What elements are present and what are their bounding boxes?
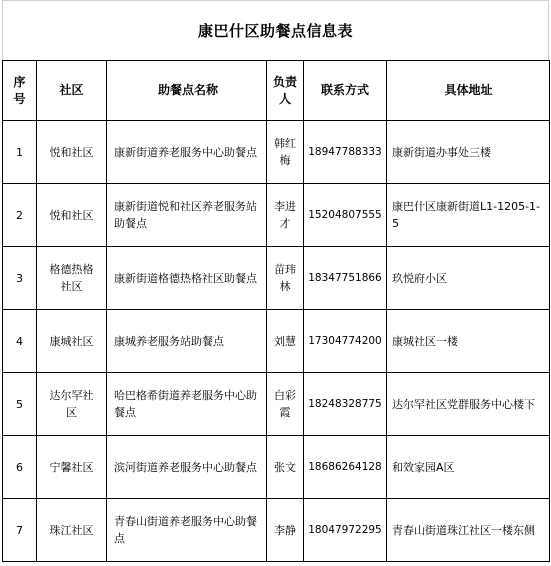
row-leader xyxy=(267,436,304,499)
header-cell-phone: 联系方式 xyxy=(304,61,387,121)
row-phone: 18947788333 xyxy=(304,121,387,184)
row-leader-text: 白彩霞 xyxy=(274,389,296,419)
row-community-text: 格德热格社区 xyxy=(49,263,94,293)
row-phone: 18686264128 xyxy=(304,436,387,499)
row-name: 康城养老服务站助餐点 xyxy=(107,310,267,373)
row-no: 5 xyxy=(3,373,37,436)
header-no-label: 序号 xyxy=(13,74,26,106)
title-row xyxy=(2,0,549,60)
row-leader xyxy=(267,310,304,373)
header-cell-community: 社区 xyxy=(37,61,107,121)
header-leader-label: 负责人 xyxy=(272,74,297,106)
row-no: 3 xyxy=(3,247,37,310)
row-name: 青春山街道养老服务中心助餐点 xyxy=(107,499,267,562)
row-leader xyxy=(267,373,304,436)
row-address: 青春山街道珠江社区一楼东侧 xyxy=(387,499,550,562)
table-row xyxy=(3,247,550,310)
row-community xyxy=(37,373,107,436)
row-leader xyxy=(267,247,304,310)
header-cell-address: 具体地址 xyxy=(387,61,550,121)
header-cell-no xyxy=(3,61,37,121)
page-title: 康巴什区助餐点信息表 xyxy=(197,22,353,40)
row-phone: 15204807555 xyxy=(304,184,387,247)
row-no: 7 xyxy=(3,499,37,562)
row-name: 滨河街道养老服务中心助餐点 xyxy=(107,436,267,499)
row-leader-text: 苗玮林 xyxy=(274,263,296,293)
row-phone: 18248328775 xyxy=(304,373,387,436)
row-name: 康新街道格德热格社区助餐点 xyxy=(107,247,267,310)
row-phone: 18347751866 xyxy=(304,247,387,310)
row-no: 6 xyxy=(3,436,37,499)
row-no: 2 xyxy=(3,184,37,247)
info-table xyxy=(2,60,550,562)
row-community-text: 达尔罕社区 xyxy=(49,389,94,419)
table-row xyxy=(3,184,550,247)
row-community xyxy=(37,247,107,310)
row-phone: 17304774200 xyxy=(304,310,387,373)
info-sheet xyxy=(2,0,549,566)
row-address: 康新街道办事处三楼 xyxy=(387,121,550,184)
row-leader-text: 李静 xyxy=(274,523,296,537)
row-community: 悦和社区 xyxy=(37,121,107,184)
row-address: 玖悦府小区 xyxy=(387,247,550,310)
row-community: 珠江社区 xyxy=(37,499,107,562)
row-community: 宁馨社区 xyxy=(37,436,107,499)
row-no: 4 xyxy=(3,310,37,373)
header-cell-name: 助餐点名称 xyxy=(107,61,267,121)
header-cell-leader xyxy=(267,61,304,121)
row-leader xyxy=(267,121,304,184)
row-address: 康巴什区康新街道L1-1205-1-5 xyxy=(387,184,550,247)
table-row xyxy=(3,373,550,436)
row-address: 和效家园A区 xyxy=(387,436,550,499)
row-leader-text: 李进才 xyxy=(274,200,296,230)
table-row xyxy=(3,310,550,373)
row-address: 康城社区一楼 xyxy=(387,310,550,373)
row-name: 哈巴格希街道养老服务中心助餐点 xyxy=(107,373,267,436)
row-leader-text: 韩红梅 xyxy=(274,137,296,167)
row-community: 悦和社区 xyxy=(37,184,107,247)
row-leader xyxy=(267,184,304,247)
row-name: 康新街道悦和社区养老服务站助餐点 xyxy=(107,184,267,247)
table-row xyxy=(3,499,550,562)
row-leader-text: 张文 xyxy=(274,460,296,474)
header-row xyxy=(3,61,550,121)
row-community: 康城社区 xyxy=(37,310,107,373)
row-address: 达尔罕社区党群服务中心楼下 xyxy=(387,373,550,436)
row-leader xyxy=(267,499,304,562)
row-leader-text: 刘慧 xyxy=(274,334,296,348)
row-no: 1 xyxy=(3,121,37,184)
row-name: 康新街道养老服务中心助餐点 xyxy=(107,121,267,184)
row-phone: 18047972295 xyxy=(304,499,387,562)
table-row xyxy=(3,436,550,499)
table-row xyxy=(3,121,550,184)
